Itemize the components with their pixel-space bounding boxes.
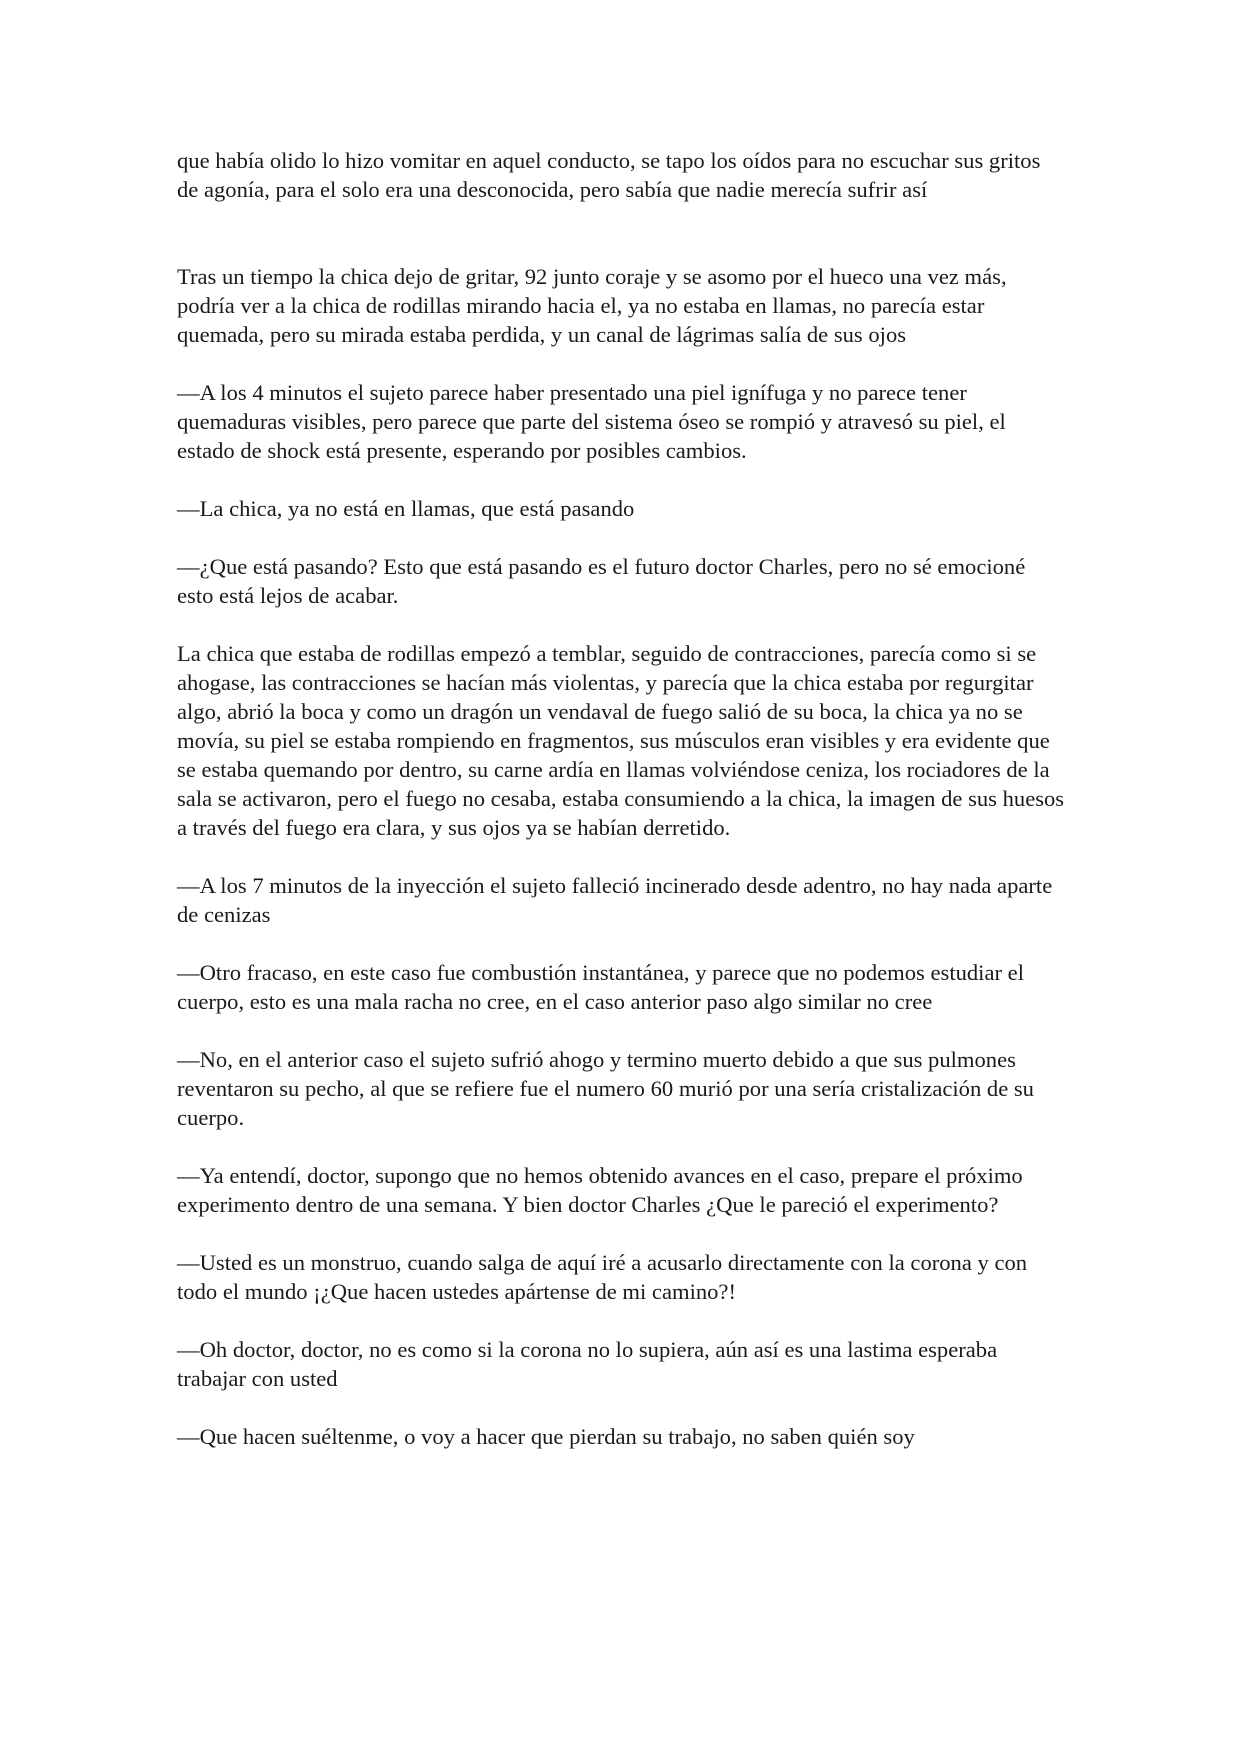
paragraph-7: —A los 7 minutos de la inyección el sujeto falleció incinerado desde adentro, no hay nada aparte de cenizas — [177, 873, 1053, 927]
paragraph-13: —Que hacen suéltenme, o voy a hacer que pierdan su trabajo, no saben quién soy — [177, 1424, 915, 1449]
paragraph-1: que había olido lo hizo vomitar en aquel conducto, se tapo los oídos para no escuchar sus gritos de agonía, para el solo era una desconocida, pero sabía que nadie merecía sufrir así — [177, 148, 1041, 202]
paragraph-3: —A los 4 minutos el sujeto parece haber presentado una piel ignífuga y no parece tener quemaduras visibles, pero parece que parte del sistema óseo se rompió y atravesó su piel, el estado de shock está presente, esperando por posibles cambios. — [177, 380, 1006, 463]
paragraph-12: —Oh doctor, doctor, no es como si la corona no lo supiera, aún así es una lastima esperaba trabajar con usted — [177, 1337, 998, 1391]
paragraph-8: —Otro fracaso, en este caso fue combustión instantánea, y parece que no podemos estudiar el cuerpo, esto es una mala racha no cree, en el caso anterior paso algo similar no cree — [177, 960, 1024, 1014]
paragraph-11: —Usted es un monstruo, cuando salga de aquí iré a acusarlo directamente con la corona y con todo el mundo ¡¿Que hacen ustedes apártense de mi camino?! — [177, 1250, 1028, 1304]
paragraph-10: —Ya entendí, doctor, supongo que no hemos obtenido avances en el caso, prepare el próximo experimento dentro de una semana. Y bien doctor Charles ¿Que le pareció el experimento? — [177, 1163, 1023, 1217]
paragraph-6: La chica que estaba de rodillas empezó a temblar, seguido de contracciones, parecía como si se ahogase, las contracciones se hacían más violentas, y parecía que la chica estaba por regurgitar algo, abrió la boca y como un dragón un vendaval de fuego salió de su boca, la chica ya no se movía, su piel se estaba rompiendo en fragmentos, sus músculos eran visibles y era evidente que se estaba quemando por dentro, su carne ardía en llamas volviéndose ceniza, los rociadores de la sala se activaron, pero el fuego no cesaba, estaba consumiendo a la chica, la imagen de sus huesos a través del fuego era clara, y sus ojos ya se habían derretido. — [177, 641, 1065, 840]
paragraph-9: —No, en el anterior caso el sujeto sufrió ahogo y termino muerto debido a que sus pulmones reventaron su pecho, al que se refiere fue el numero 60 murió por una sería cristalización de su cuerpo. — [177, 1047, 1034, 1130]
paragraph-4: —La chica, ya no está en llamas, que está pasando — [177, 496, 635, 521]
paragraph-5: —¿Que está pasando? Esto que está pasando es el futuro doctor Charles, pero no sé emocioné esto está lejos de acabar. — [177, 554, 1026, 608]
body-text — [177, 146, 1067, 1480]
paragraph-2: Tras un tiempo la chica dejo de gritar, 92 junto coraje y se asomo por el hueco una vez más, podría ver a la chica de rodillas mirando hacia el, ya no estaba en llamas, no parecía estar quemada, pero su mirada estaba perdida, y un canal de lágrimas salía de sus ojos — [177, 264, 1007, 347]
